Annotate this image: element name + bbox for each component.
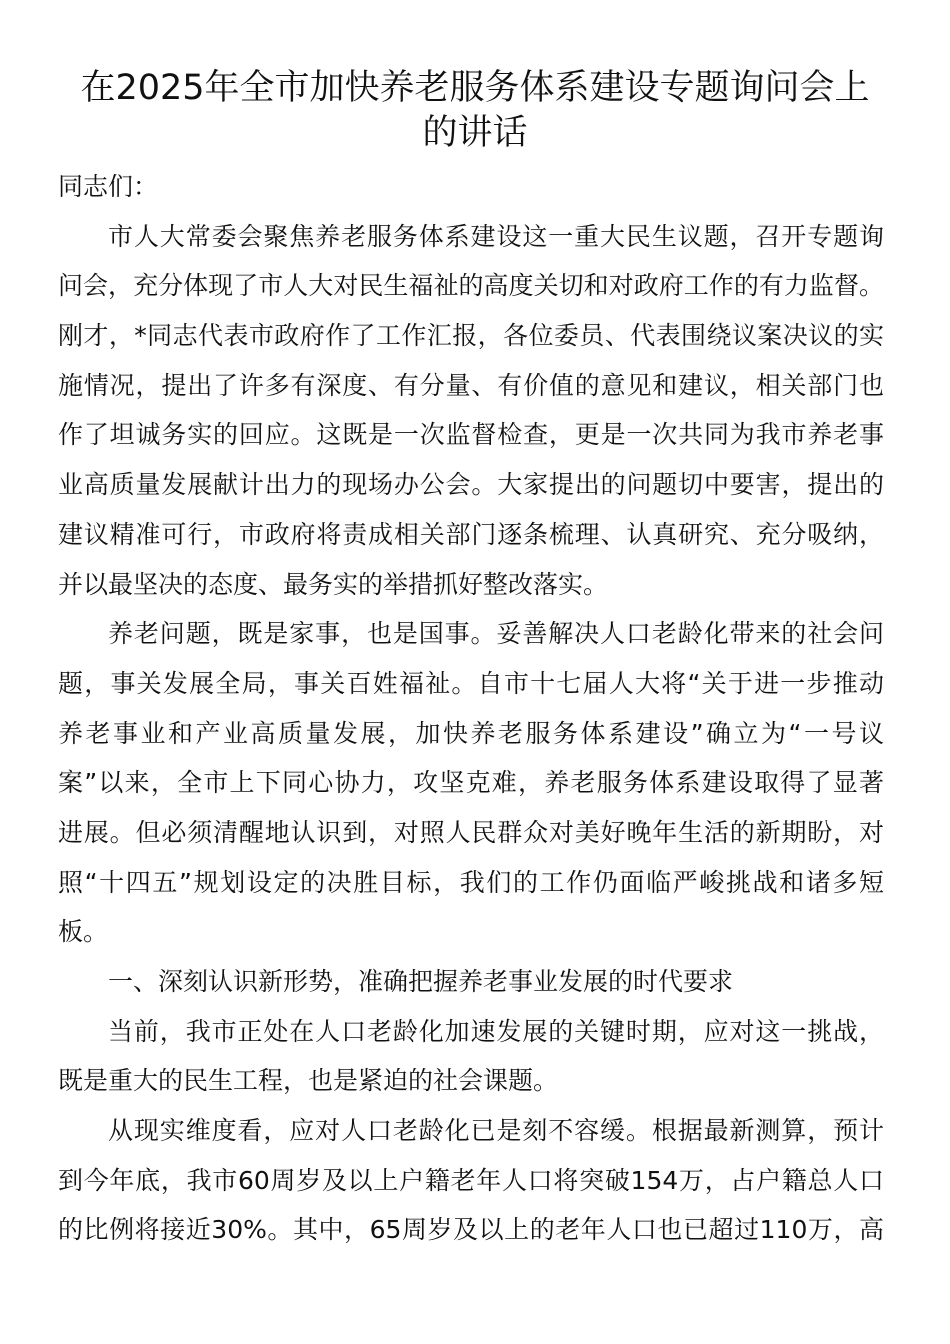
- text-line: 从现实维度看，应对人口老龄化已是刻不容缓。根据最新测算，预计: [108, 1116, 884, 1146]
- text-line: 案”以来，全市上下同心协力，攻坚克难，养老服务体系建设取得了显著: [58, 768, 884, 798]
- title-line: 的讲话: [422, 113, 528, 153]
- document-title: [50, 66, 900, 156]
- paragraph-2: [58, 609, 884, 957]
- greeting: 同志们：: [58, 172, 159, 201]
- text-line: 刚才，*同志代表市政府作了工作汇报，各位委员、代表围绕议案决议的实: [58, 321, 884, 351]
- text-line: 当前，我市正处在人口老龄化加速发展的关键时期，应对这一挑战，: [108, 1016, 884, 1046]
- text-line: 照“十四五”规划设定的决胜目标，我们的工作仍面临严峻挑战和诸多短: [58, 867, 884, 897]
- text-line: 市人大常委会聚焦养老服务体系建设这一重大民生议题，召开专题询: [108, 221, 884, 251]
- text-line: 既是重大的民生工程，也是紧迫的社会课题。: [58, 1066, 559, 1096]
- heading-line: 一、深刻认识新形势，准确把握养老事业发展的时代要求: [108, 967, 734, 996]
- text-line: 业高质量发展献计出力的现场办公会。大家提出的问题切中要害，提出的: [58, 470, 884, 500]
- paragraph-4: [58, 1106, 884, 1255]
- paragraph-3: [58, 1007, 884, 1106]
- section-heading-1: [58, 957, 884, 1007]
- text-line: 问会，充分体现了市人大对民生福祉的高度关切和对政府工作的有力监督。: [58, 271, 884, 301]
- title-line: 在2025年全市加快养老服务体系建设专题询问会上: [80, 68, 870, 108]
- text-line: 的比例将接近30%。其中，65周岁及以上的老年人口也已超过110万，高: [58, 1215, 884, 1245]
- paragraph-1: [58, 212, 884, 610]
- document-body: [58, 162, 884, 1255]
- text-line: 进展。但必须清醒地认识到，对照人民群众对美好晚年生活的新期盼，对: [58, 817, 884, 847]
- text-line: 作了坦诚务实的回应。这既是一次监督检查，更是一次共同为我市养老事: [58, 420, 884, 450]
- text-line: 施情况，提出了许多有深度、有分量、有价值的意见和建议，相关部门也: [58, 370, 884, 400]
- text-line: 到今年底，我市60周岁及以上户籍老年人口将突破154万，占户籍总人口: [58, 1165, 884, 1195]
- text-line: 建议精准可行，市政府将责成相关部门逐条梳理、认真研究、充分吸纳，: [58, 519, 884, 549]
- text-line: 养老事业和产业高质量发展，加快养老服务体系建设”确立为“一号议: [58, 718, 884, 748]
- text-line: 板。: [58, 917, 109, 947]
- text-line: 题，事关发展全局，事关百姓福祉。自市十七届人大将“关于进一步推动: [58, 668, 884, 698]
- text-line: 并以最坚决的态度、最务实的举措抓好整改落实。: [58, 569, 609, 599]
- text-line: 养老问题，既是家事，也是国事。妥善解决人口老龄化带来的社会问: [108, 619, 884, 649]
